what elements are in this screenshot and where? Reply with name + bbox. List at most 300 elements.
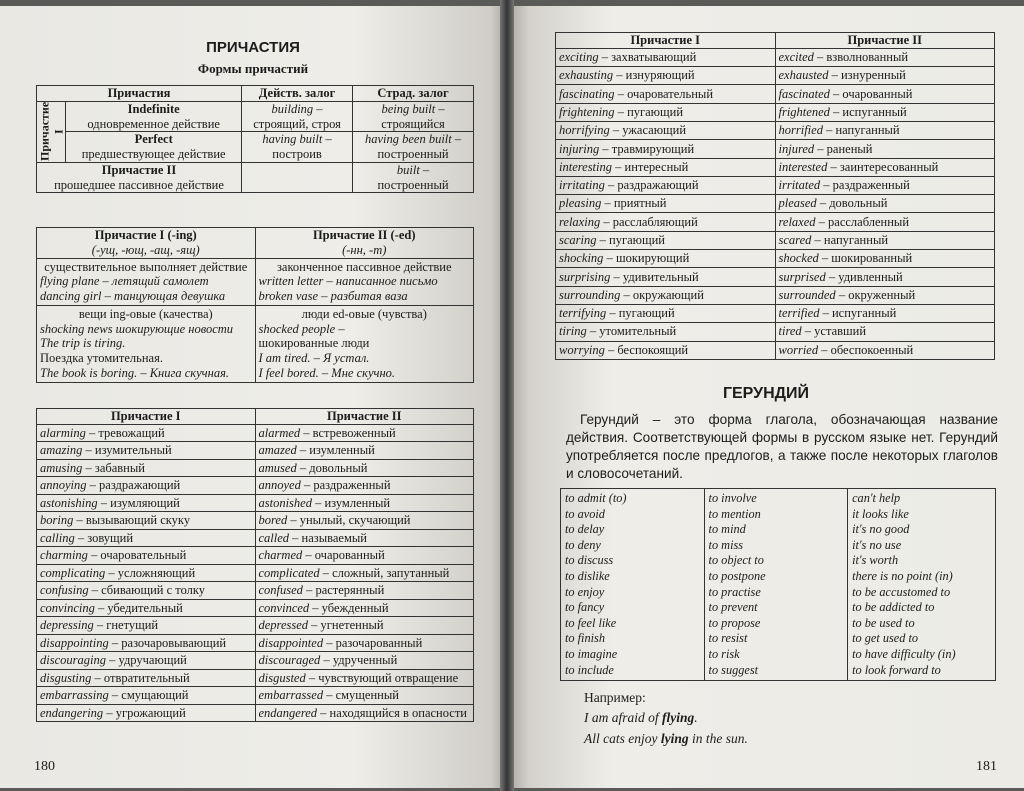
russian-translation: довольный — [829, 196, 888, 211]
table-body — [556, 48, 995, 359]
dash: – — [73, 513, 86, 528]
left-page — [0, 6, 506, 788]
russian-translation: убедительный — [107, 600, 183, 615]
table-row — [37, 101, 474, 132]
form-name: Причастие II — [101, 162, 177, 177]
english-word: terrified — [778, 306, 820, 321]
table-cell — [255, 512, 474, 530]
table-header-row — [556, 33, 995, 49]
english-word: annoying — [40, 478, 87, 493]
english-word: confusing — [40, 583, 89, 598]
english-word: horrifying — [559, 123, 610, 138]
dash: – — [309, 600, 322, 615]
verb-item: to practise — [708, 584, 761, 599]
active-form: building – — [271, 101, 323, 116]
dash: – — [614, 86, 628, 101]
table-cell — [556, 121, 776, 139]
table-cell — [37, 477, 256, 495]
english-word: astonishing — [40, 495, 98, 510]
russian-translation: очаровательный — [627, 86, 714, 101]
english-word: tiring — [559, 324, 587, 339]
table-row — [37, 547, 474, 565]
table-cell — [255, 599, 474, 617]
table-cell — [37, 582, 256, 600]
passive-translation: построенный — [377, 147, 449, 161]
table-cell — [775, 158, 995, 176]
table-header: Действ. залог — [242, 86, 353, 102]
russian-translation: сбивающий с толку — [101, 583, 206, 598]
table-body — [37, 424, 474, 722]
russian-translation: уставший — [814, 324, 867, 339]
english-word: endangering — [40, 705, 104, 720]
table-row — [556, 195, 995, 213]
example-text: I am tired. – Я устал. — [258, 351, 370, 365]
gerund-verbs-table — [560, 488, 996, 681]
table-row — [556, 213, 995, 231]
table-header: Причастие I — [556, 33, 776, 49]
table-cell — [556, 286, 776, 304]
english-word: irritated — [778, 178, 821, 193]
verb-item: to miss — [708, 537, 744, 552]
english-word: called — [258, 530, 290, 545]
header-sub: (-нн, -т) — [342, 242, 387, 257]
russian-translation: испуганный — [842, 104, 907, 119]
dash: – — [320, 653, 333, 668]
table-cell — [775, 304, 995, 322]
verb-item: to include — [565, 662, 614, 677]
table-cell — [556, 231, 776, 249]
table-header-row — [37, 409, 474, 425]
dash: – — [835, 287, 849, 302]
table-cell — [353, 101, 474, 132]
verb-item: to object to — [708, 553, 764, 568]
table-cell — [353, 132, 474, 163]
table-header-row — [37, 86, 474, 102]
table-cell — [255, 424, 474, 442]
table-cell — [775, 286, 995, 304]
table-cell — [556, 195, 776, 213]
russian-translation: очарованный — [314, 548, 385, 563]
table-cell — [37, 529, 256, 547]
table-row — [556, 286, 995, 304]
russian-translation: раненый — [826, 141, 873, 156]
table-cell — [556, 67, 776, 85]
russian-translation: разочарованный — [335, 635, 423, 650]
dash: – — [586, 324, 600, 339]
verb-item: to mention — [708, 506, 761, 521]
dash: – — [87, 548, 101, 563]
verb-item: can't help — [852, 491, 901, 505]
table-cell — [37, 512, 256, 530]
table-cell — [556, 48, 776, 66]
english-word: endangered — [258, 705, 318, 720]
verb-item: there is no point (in) — [852, 568, 953, 583]
english-word: alarming — [40, 425, 86, 440]
verb-item: to deny — [565, 537, 601, 552]
passive-form: built – — [396, 162, 430, 177]
header-title: Причастие I (-ing) — [94, 228, 197, 242]
verb-item: to mind — [708, 522, 746, 537]
dash: – — [82, 443, 95, 458]
table-cell — [255, 258, 474, 305]
russian-translation: изумленный — [324, 495, 391, 510]
verb-item: it's no good — [852, 522, 910, 537]
dash: – — [105, 565, 118, 580]
russian-translation: обеспокоенный — [830, 342, 914, 357]
table-cell — [37, 599, 256, 617]
russian-translation: находящийся в опасности — [329, 705, 467, 720]
english-word: frightened — [778, 104, 830, 119]
verb-item: to have difficulty (in) — [852, 646, 956, 661]
verb-item: to get used to — [852, 631, 919, 646]
english-word: exciting — [559, 50, 599, 65]
example-gerund: lying — [660, 730, 689, 746]
participle-forms-table — [36, 85, 474, 193]
table-cell — [556, 85, 776, 103]
english-word: surprised — [778, 269, 826, 284]
table-cell — [556, 341, 776, 359]
header-title: Причастие II (-ed) — [312, 228, 416, 242]
table-header: Страд. залог — [353, 86, 474, 102]
dash: – — [599, 141, 612, 156]
dash: – — [287, 513, 300, 528]
dash: – — [820, 178, 833, 193]
verb-item: to suggest — [708, 662, 759, 677]
table-cell — [255, 459, 474, 477]
table-cell — [37, 547, 256, 565]
verb-item: to imagine — [565, 646, 618, 661]
verb-item: to involve — [708, 491, 757, 505]
table-row — [556, 140, 995, 158]
verb-item: to finish — [565, 631, 605, 646]
table-cell — [255, 564, 474, 582]
english-word: relaxed — [778, 214, 816, 229]
dash: – — [822, 123, 836, 138]
russian-translation: изумленный — [309, 443, 375, 458]
table-cell — [255, 634, 474, 652]
verb-item: to enjoy — [565, 584, 605, 599]
table-cell — [37, 634, 256, 652]
dash: – — [85, 425, 99, 440]
russian-translation: расслабляющий — [612, 214, 698, 229]
table-cell — [37, 258, 256, 305]
english-word: exhausting — [559, 68, 614, 83]
table-cell — [255, 529, 474, 547]
russian-translation: усложняющий — [117, 565, 196, 580]
active-translation: построив — [272, 147, 322, 161]
english-word: terrifying — [559, 306, 607, 321]
table-cell — [255, 582, 474, 600]
russian-translation: удручающий — [118, 653, 187, 668]
table-row — [37, 512, 474, 530]
participle-adjective-table — [36, 408, 474, 722]
dash: – — [815, 214, 829, 229]
table-cell — [775, 195, 995, 213]
page-number: 181 — [976, 759, 997, 774]
table-cell — [775, 341, 995, 359]
english-word: pleasing — [559, 196, 602, 211]
russian-translation: ужасающий — [622, 123, 687, 138]
participle-adjective-table — [555, 32, 995, 360]
table-cell — [556, 176, 776, 194]
verbs-column — [704, 489, 848, 681]
russian-translation: очарованный — [842, 86, 913, 101]
table-row — [37, 582, 474, 600]
english-word: disappointing — [40, 635, 109, 650]
english-word: convinced — [258, 600, 310, 615]
russian-translation: растерянный — [315, 583, 385, 598]
dash: – — [613, 68, 626, 83]
table-cell — [255, 547, 474, 565]
header-sub: (-ущ, -ющ, -ащ, -ящ) — [91, 242, 200, 257]
english-word: embarrassing — [40, 688, 109, 703]
table-row — [37, 599, 474, 617]
english-word: calling — [40, 530, 75, 545]
dash: – — [319, 565, 333, 580]
table-row — [37, 442, 474, 460]
russian-translation: пугающий — [618, 306, 675, 321]
english-word: confused — [258, 583, 303, 598]
page-title: ПРИЧАСТИЯ — [206, 39, 300, 56]
english-word: irritating — [559, 178, 605, 193]
table-cell — [37, 442, 256, 460]
dash: – — [801, 324, 815, 339]
english-word: shocked — [778, 251, 819, 266]
table-cell — [556, 158, 776, 176]
dash: – — [108, 688, 122, 703]
russian-translation: беспокоящий — [617, 342, 689, 357]
verb-item: to postpone — [708, 568, 766, 583]
dash: – — [612, 159, 625, 174]
english-word: complicated — [258, 565, 320, 580]
english-word: worried — [778, 342, 819, 357]
passive-translation: построенный — [377, 177, 449, 192]
table-row — [37, 564, 474, 582]
passive-translation: строящийся — [381, 116, 445, 131]
table-row — [37, 494, 474, 512]
dash: – — [819, 306, 832, 321]
dash: – — [596, 232, 609, 247]
russian-translation: изумительный — [94, 443, 172, 458]
russian-translation: взволнованный — [826, 50, 909, 65]
dash: – — [311, 495, 325, 510]
table-cell — [556, 268, 776, 286]
table-cell — [556, 250, 776, 268]
russian-translation: удивительный — [622, 269, 699, 284]
table-row — [556, 231, 995, 249]
form-desc: предшествующее действие — [81, 147, 226, 161]
english-word: frightening — [559, 104, 615, 119]
example-text: flying plane – летящий самолет — [40, 274, 209, 289]
dash: – — [105, 653, 119, 668]
russian-translation: окружающий — [632, 287, 704, 302]
table-cell — [556, 103, 776, 121]
table-cell — [37, 652, 256, 670]
table-header: Причастие I — [37, 409, 256, 425]
english-word: embarrassed — [258, 688, 324, 703]
english-word: horrified — [778, 123, 823, 138]
table-cell — [37, 494, 256, 512]
russian-translation: раздраженный — [832, 178, 910, 193]
dash: – — [97, 495, 111, 510]
example-text: written letter – написанное письмо — [258, 274, 438, 289]
example-text: dancing girl – танцующая девушка — [40, 289, 226, 303]
verb-item: it looks like — [852, 506, 909, 521]
active-form: having built – — [262, 132, 332, 147]
form-name: Indefinite — [127, 101, 180, 116]
russian-translation: очаровательный — [100, 548, 187, 563]
table-cell — [255, 477, 474, 495]
russian-translation: раздражающий — [99, 478, 181, 493]
dash: – — [827, 159, 840, 174]
page-number: 180 — [34, 759, 55, 774]
table-cell — [775, 140, 995, 158]
table-cell — [556, 304, 776, 322]
table-header-row — [37, 228, 474, 259]
russian-translation: вызывающий скуку — [85, 513, 191, 528]
rule-text: люди ed-овые (чувства) — [301, 306, 427, 321]
dash: – — [609, 123, 623, 138]
russian-translation: напуганный — [823, 232, 889, 247]
verb-item: to avoid — [565, 506, 605, 521]
russian-translation: забавный — [94, 460, 145, 475]
table-cell — [775, 67, 995, 85]
table-cell — [556, 323, 776, 341]
table-row — [556, 103, 995, 121]
example-part: All cats enjoy — [584, 730, 661, 746]
dash: – — [91, 670, 104, 685]
english-word: amazing — [40, 443, 83, 458]
english-word: boring — [40, 513, 74, 528]
table-cell — [775, 176, 995, 194]
table-row — [556, 176, 995, 194]
russian-translation: встревоженный — [312, 425, 396, 440]
russian-translation: изумляющий — [110, 495, 180, 510]
russian-translation: называемый — [301, 530, 367, 545]
english-word: discouraging — [40, 653, 106, 668]
dash: – — [620, 287, 633, 302]
english-word: scared — [778, 232, 812, 247]
dash: – — [604, 178, 618, 193]
russian-translation: разочаровывающий — [121, 635, 227, 650]
table-cell — [255, 305, 474, 382]
dash: – — [308, 618, 321, 633]
table-cell — [353, 162, 474, 193]
english-word: depressed — [258, 618, 309, 633]
table-cell — [255, 652, 474, 670]
dash: – — [300, 425, 313, 440]
russian-translation: травмирующий — [611, 141, 695, 156]
verb-item: it's no use — [852, 537, 902, 552]
table-cell — [775, 250, 995, 268]
table-row — [37, 617, 474, 635]
russian-translation: заинтересованный — [839, 159, 939, 174]
example-label: Например: — [584, 690, 646, 705]
table-cell — [255, 617, 474, 635]
english-word: disappointed — [258, 635, 324, 650]
dash: – — [610, 269, 623, 284]
english-word: fascinated — [778, 86, 830, 101]
russian-translation: угнетенный — [320, 618, 384, 633]
table-row — [37, 687, 474, 705]
rule-text: законченное пассивное действие — [276, 259, 452, 274]
table-row — [37, 477, 474, 495]
example-text: Поездка утомительная. — [40, 351, 163, 365]
english-word: amusing — [40, 460, 83, 475]
table-cell — [775, 121, 995, 139]
english-word: excited — [778, 50, 814, 65]
example-gerund: flying — [662, 710, 695, 726]
table-cell — [255, 687, 474, 705]
dash: – — [811, 232, 824, 247]
table-row — [556, 341, 995, 359]
russian-translation: пугающий — [609, 232, 665, 247]
verb-item: to be addicted to — [852, 600, 935, 615]
dash: – — [82, 460, 95, 475]
dash: – — [93, 618, 107, 633]
dash: – — [813, 50, 827, 65]
example-text: The book is boring. – Книга скучная. — [40, 365, 230, 380]
table-cell — [775, 231, 995, 249]
example-text: I feel bored. – Мне скучно. — [258, 365, 396, 380]
dash: – — [825, 269, 839, 284]
english-word: surprising — [559, 269, 611, 284]
examples-block — [584, 688, 748, 749]
example-text: broken vase – разбитая ваза — [258, 289, 408, 303]
russian-translation: унылый, скучающий — [299, 513, 411, 528]
table-cell — [37, 162, 242, 193]
english-word: surrounding — [559, 287, 621, 302]
dash: – — [86, 478, 100, 493]
form-desc: одновременное действие — [87, 116, 220, 131]
english-word: worrying — [559, 342, 605, 357]
form-desc: прошедшее пассивное действие — [54, 177, 224, 192]
table-cell — [255, 704, 474, 722]
verb-item: to risk — [708, 646, 740, 661]
dash: – — [604, 342, 618, 357]
russian-translation: напуганный — [835, 123, 900, 138]
gerund-definition: Герундий – это форма глагола, обозначающая название действия. Соответствующей формы в русском языке нет. Герундий употребляется после предлогов, а также после некоторых глаголов и словосочетаний. — [566, 412, 998, 481]
verbs-column — [848, 489, 996, 681]
table-cell — [255, 442, 474, 460]
russian-translation: удивленный — [838, 269, 903, 284]
russian-translation: испуганный — [831, 306, 897, 321]
russian-translation: зовущий — [87, 530, 134, 545]
russian-translation: сложный, запутанный — [332, 565, 450, 580]
dash: – — [818, 342, 831, 357]
dash: – — [300, 478, 314, 493]
dash: – — [317, 705, 330, 720]
example-text: shocking news шокирующие новости — [40, 321, 234, 336]
dash: – — [88, 583, 102, 598]
russian-translation: чувствующий отвращение — [318, 670, 459, 685]
english-word: amazed — [258, 443, 297, 458]
english-word: injuring — [559, 141, 600, 156]
russian-translation: отвратительный — [103, 670, 190, 685]
english-word: convincing — [40, 600, 95, 615]
table-row — [556, 304, 995, 322]
russian-translation: гнетущий — [106, 618, 159, 633]
verb-item: to look forward to — [852, 662, 941, 677]
section-title: ГЕРУНДИЙ — [722, 385, 810, 402]
table-row — [37, 258, 474, 305]
russian-translation: тревожащий — [98, 425, 165, 440]
dash: – — [814, 141, 827, 156]
table-cell — [242, 162, 353, 193]
table-cell — [37, 564, 256, 582]
english-word: scaring — [559, 232, 597, 247]
dash: – — [302, 548, 315, 563]
